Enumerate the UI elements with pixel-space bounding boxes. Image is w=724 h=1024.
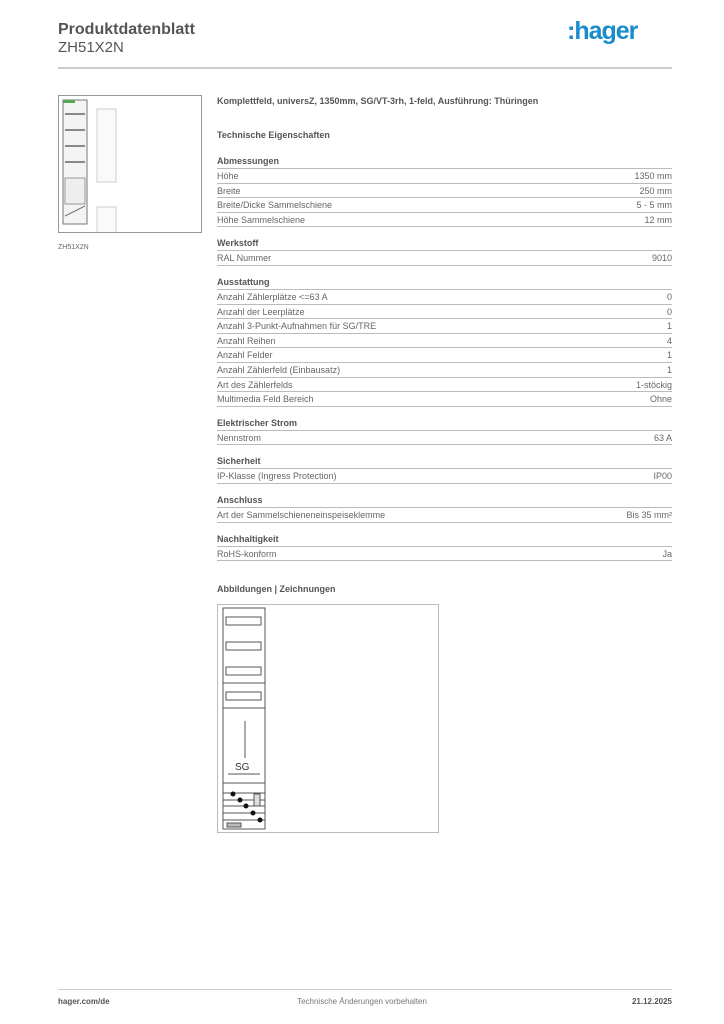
hager-logo: :hager	[567, 17, 638, 45]
wiring-diagram	[218, 605, 438, 832]
spec-value: 1-stöckig	[635, 379, 672, 390]
spec-label: Nennstrom	[217, 432, 262, 443]
spec-section	[217, 493, 672, 523]
spec-row	[217, 508, 672, 523]
section-heading: Ausstattung	[217, 275, 672, 290]
image-caption: ZH51X2N	[58, 244, 89, 251]
tech-heading: Technische Eigenschaften	[217, 130, 330, 140]
spec-label: Anzahl 3-Punkt-Aufnahmen für SG/TRE	[217, 321, 377, 332]
spec-row	[217, 431, 672, 446]
spec-row	[217, 469, 672, 484]
spec-row	[217, 348, 672, 363]
spec-value: 63 A	[653, 432, 672, 443]
product-image	[58, 95, 202, 233]
spec-label: RoHS-konform	[217, 548, 277, 559]
section-heading: Nachhaltigkeit	[217, 532, 672, 547]
spec-label: Anzahl der Leerplätze	[217, 306, 305, 317]
spec-row	[217, 290, 672, 305]
spec-label: IP-Klasse (Ingress Protection)	[217, 471, 337, 482]
spec-label: Höhe Sammelschiene	[217, 214, 306, 225]
footer-website-link[interactable]: hager.com/de	[58, 997, 110, 1006]
spec-label: Art der Sammelschieneneinspeiseklemme	[217, 509, 386, 520]
spec-value: 1350 mm	[634, 171, 672, 181]
section-heading: Werkstoff	[217, 236, 672, 251]
spec-label: Anzahl Reihen	[217, 335, 276, 346]
spec-row	[217, 305, 672, 320]
spec-label: RAL Nummer	[217, 253, 272, 264]
spec-label: Anzahl Felder	[217, 350, 273, 361]
spec-row	[217, 378, 672, 393]
spec-value: 1	[666, 364, 672, 375]
spec-value: 5 - 5 mm	[636, 200, 672, 211]
spec-label: Multimedia Feld Bereich	[217, 394, 314, 405]
spec-row	[217, 198, 672, 213]
spec-label: Anzahl Zählerfeld (Einbausatz)	[217, 364, 341, 375]
spec-value: 9010	[651, 253, 672, 264]
technical-drawing	[217, 604, 439, 833]
page-title: Produktdatenblatt	[58, 21, 195, 38]
spec-row	[217, 169, 672, 184]
spec-label: Breite/Dicke Sammelschiene	[217, 200, 333, 211]
section-heading: Abmessungen	[217, 154, 672, 169]
spec-row	[217, 251, 672, 266]
spec-section	[217, 532, 672, 562]
sg-label: SG	[235, 762, 250, 773]
spec-value: Bis 35 mm²	[626, 509, 672, 520]
spec-value: 1	[666, 321, 672, 332]
section-heading: Elektrischer Strom	[217, 416, 672, 431]
spec-section	[217, 454, 672, 484]
spec-row	[217, 213, 672, 228]
section-heading: Sicherheit	[217, 454, 672, 469]
spec-row	[217, 184, 672, 199]
spec-value: 250 mm	[639, 185, 672, 196]
spec-table	[217, 154, 672, 570]
spec-row	[217, 392, 672, 407]
spec-label: Art des Zählerfelds	[217, 379, 293, 390]
header-divider	[58, 67, 672, 69]
spec-label: Breite	[217, 185, 241, 196]
spec-value: 1	[666, 350, 672, 361]
spec-value: Ohne	[649, 394, 672, 405]
footer-notice: Technische Änderungen vorbehalten	[297, 997, 427, 1006]
spec-row	[217, 334, 672, 349]
spec-section	[217, 154, 672, 227]
spec-value: IP00	[653, 471, 672, 482]
spec-value: Ja	[662, 548, 672, 559]
product-code: ZH51X2N	[58, 39, 124, 56]
footer-date: 21.12.2025	[631, 997, 672, 1006]
product-description: Komplettfeld, universZ, 1350mm, SG/VT-3rh, 1-feld, Ausführung: Thüringen	[217, 96, 539, 106]
spec-row	[217, 547, 672, 562]
spec-value: 0	[666, 291, 672, 302]
spec-row	[217, 319, 672, 334]
spec-section	[217, 275, 672, 407]
spec-label: Anzahl Zählerplätze <=63 A	[217, 291, 328, 302]
spec-value: 0	[666, 306, 672, 317]
footer-divider	[58, 989, 672, 990]
section-heading: Anschluss	[217, 493, 672, 508]
product-illustration	[59, 96, 201, 232]
spec-row	[217, 363, 672, 378]
drawings-heading: Abbildungen | Zeichnungen	[217, 584, 336, 594]
spec-value: 4	[666, 335, 672, 346]
spec-section	[217, 416, 672, 446]
spec-value: 12 mm	[644, 214, 672, 225]
spec-label: Höhe	[217, 171, 239, 181]
spec-section	[217, 236, 672, 266]
